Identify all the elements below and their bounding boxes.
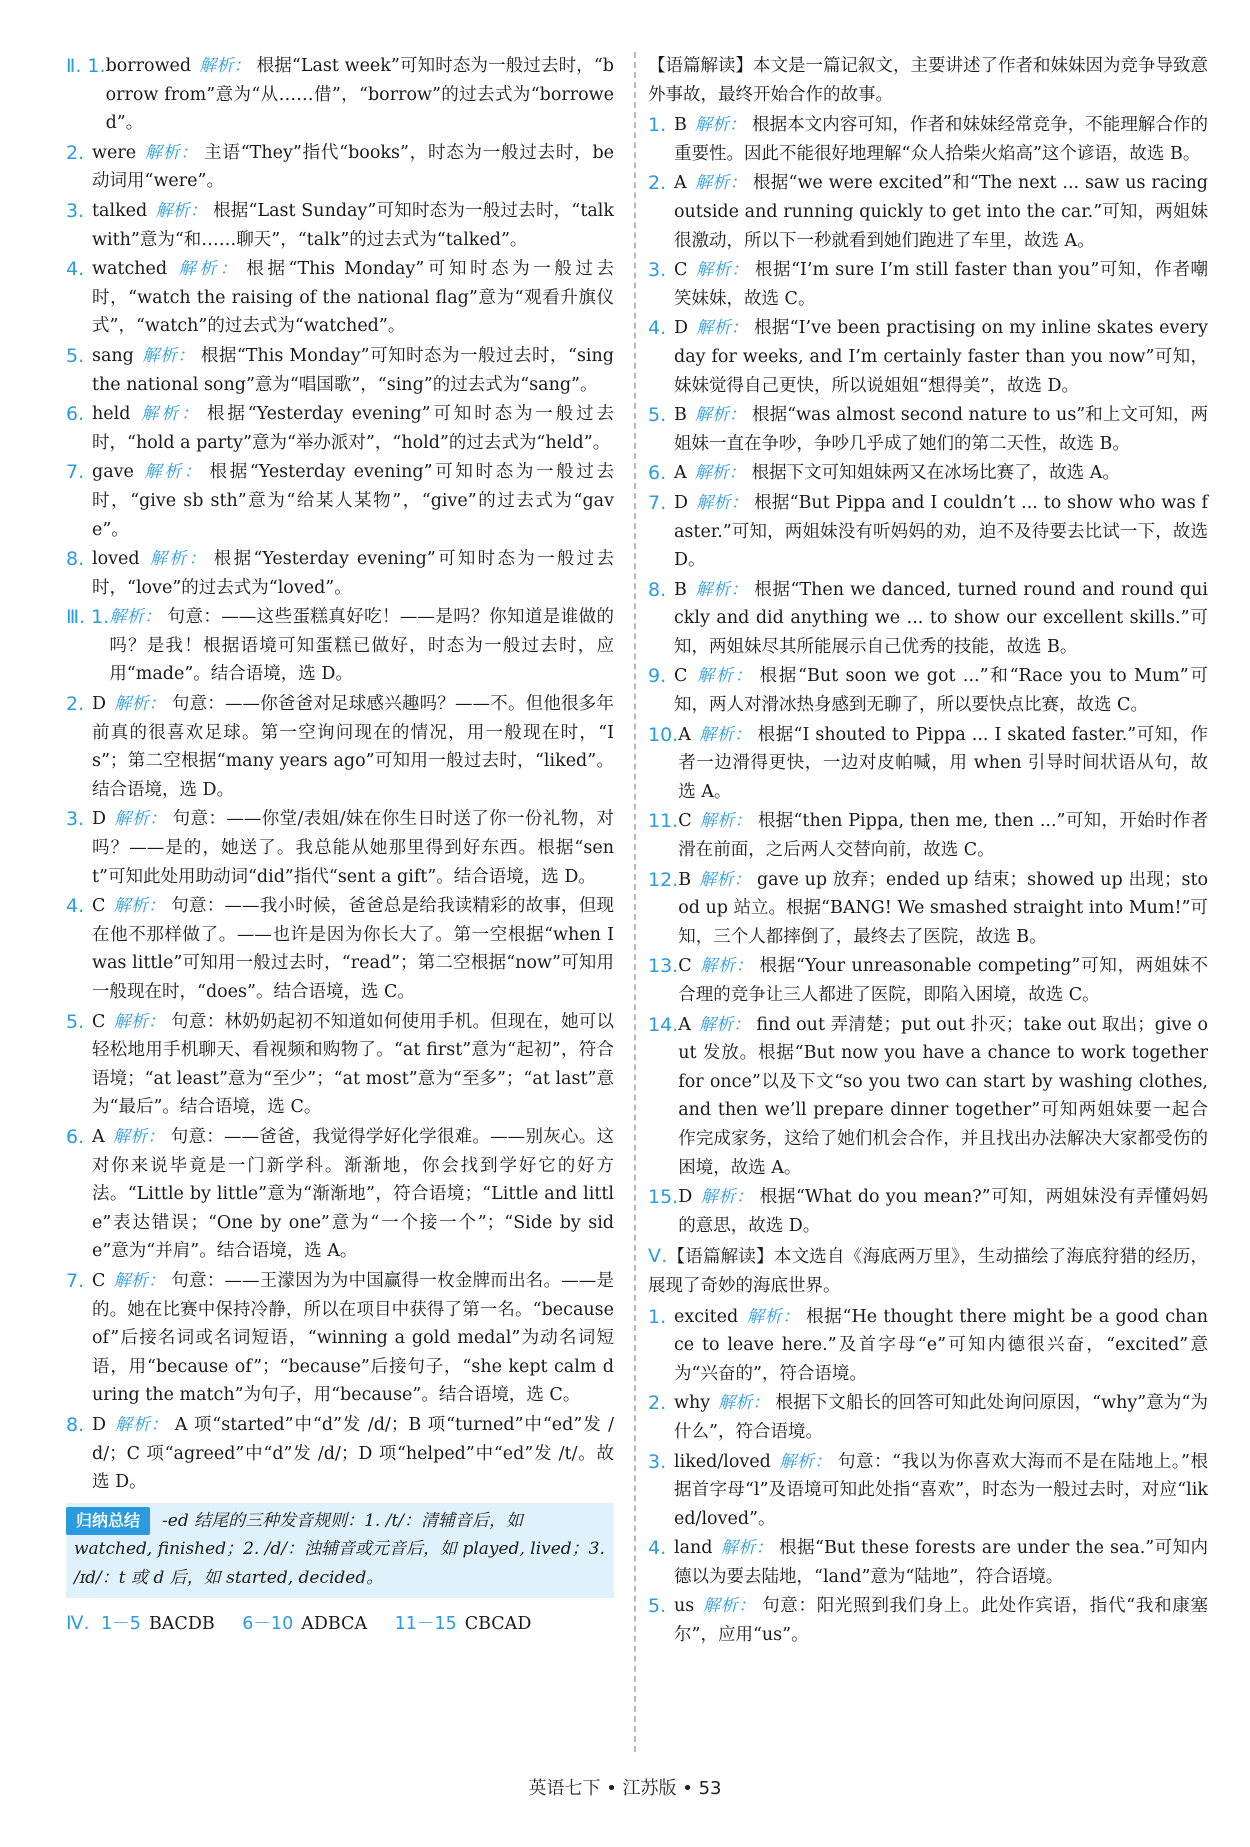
answer-item (648, 576, 1208, 662)
passage-intro (648, 52, 1208, 109)
answer-item (648, 1448, 1208, 1534)
analysis-tag: 解析： (144, 142, 199, 163)
item-body (92, 1267, 614, 1410)
item-body (92, 197, 614, 254)
item-number: 6. (66, 1125, 85, 1148)
answer-item (66, 52, 614, 138)
analysis-text: 句意：“我以为你喜欢大海而不是在陆地上。”根据首字母“l”及语境可知此处指“喜欢”，时态为一般过去时，对应“liked/loved”。 (674, 1451, 1208, 1529)
item-answer: D (92, 1414, 107, 1435)
item-body (674, 1592, 1208, 1649)
summary-badge: 归纳总结 (66, 1507, 150, 1536)
item-number: 13. (648, 955, 679, 978)
item-body (674, 314, 1208, 400)
analysis-text: 根据“then Pippa, then me, then ...”可知，开始时作者滑在前面，之后两人交替向前，故选 C。 (678, 811, 1208, 861)
analysis-tag: 解析： (155, 200, 208, 221)
item-number: 9. (648, 665, 667, 688)
item-answer: sang (92, 345, 134, 366)
item-answer: B (674, 579, 687, 600)
analysis-text: 根据“But Pippa and I couldn’t ... to show who was faster.”可知，两姐妹没有听妈妈的劝，迫不及待要去比试一下，故选 D。 (674, 492, 1208, 571)
item-body (674, 1534, 1208, 1591)
item-body (674, 489, 1208, 575)
answer-item (66, 1267, 614, 1410)
item-answer: A (674, 463, 687, 484)
analysis-tag: 解析： (694, 173, 747, 194)
item-number: 11. (648, 810, 679, 833)
analysis-text: 根据“I’ve been practising on my inline skates every day for weeks, and I’m certainly faster than you now”可知，妹妹觉得自己更快，所以说姐姐“想得美”，故选 D。 (674, 318, 1208, 396)
analysis-tag: 解析： (199, 56, 251, 76)
analysis-tag: 解析： (696, 318, 749, 339)
analysis-text: 根据“we were excited”和“The next ... saw us racing outside and running quickly to get into the car.”可知，两姐妹很激动，所以下一秒就看到她们跑进了车里，故选 A。 (674, 173, 1209, 251)
answer-item (66, 400, 614, 457)
analysis-text: 根据本文内容可知，作者和妹妹经常竞争，不能理解合作的重要性。因此不能很好地理解“众人拾柴火焰高”这个谚语，故选 B。 (674, 115, 1208, 164)
item-body (674, 111, 1208, 168)
item-number: 5. (66, 344, 85, 367)
answer-range: 11－15 (394, 1614, 457, 1635)
section-3 (66, 603, 614, 1496)
answer-item (648, 489, 1208, 575)
item-answer: loved (92, 549, 140, 570)
analysis-tag: 解析： (699, 811, 752, 832)
item-answer: D (92, 809, 107, 830)
item-number: 3. (648, 1450, 667, 1473)
analysis-tag: 解析： (700, 1187, 754, 1208)
item-number: 4. (648, 317, 667, 340)
answer-range: 6－10 (242, 1614, 294, 1635)
analysis-tag: 解析： (720, 1538, 774, 1559)
item-answer: B (674, 115, 687, 136)
answer-item (66, 892, 614, 1006)
item-answer: A (674, 173, 687, 194)
item-body (674, 256, 1208, 313)
item-number: 8. (648, 578, 667, 601)
analysis-tag: 解析： (695, 260, 749, 281)
analysis-text: 句意：——我小时候，爸爸总是给我读精彩的故事，但现在他不那样做了。——也许是因为你长大了。第一空根据“when I was little”可知用一般过去时，“read”；第二空根据“now”可知用一般现在时，“does”。结合语境，选 C。 (92, 896, 614, 1002)
section-5-number: Ⅴ. (648, 1245, 668, 1268)
item-answer: D (678, 1187, 693, 1208)
right-column (648, 52, 1208, 1651)
analysis-text: 句意：——爸爸，我觉得学好化学很难。——别灰心。这对你来说毕竟是一门新学科。渐渐地，你会找到学好它的好方法。“Little by little”意为“渐渐地”，符合语境；“Little and little”表达错误；“One by one”意为“一个接一个”；“Side by side”意为“并肩”。结合语境，选 A。 (92, 1126, 615, 1262)
item-number: 5. (648, 1595, 667, 1618)
summary-box (66, 1503, 614, 1599)
item-body (674, 576, 1208, 662)
item-answer: gave (92, 462, 134, 483)
item-number: 3. (66, 808, 85, 831)
analysis-text: find out 弄清楚；put out 扑灭；take out 取出；give out 发放。根据“But now you have a chance to work together for once”以及下文“so you two can start by washing clothes, and then we’ll prepare dinner together”可知两姐妹要一起合作完成家务，这给了她们机会合作，并且找出办法解决大家都受伤的困境，故选 A。 (678, 1014, 1208, 1178)
analysis-tag: 解析： (175, 259, 241, 280)
analysis-tag: 解析： (114, 1414, 169, 1435)
answer-item (648, 1592, 1208, 1649)
item-answer: held (92, 404, 131, 425)
section-5-intro (648, 1242, 1208, 1300)
item-body (92, 1123, 614, 1266)
item-answer: D (674, 318, 689, 339)
analysis-tag: 解析： (698, 724, 752, 745)
answer-item (648, 1183, 1208, 1240)
analysis-text: 根据“Yesterday evening”可知时态为一般过去时，“love”的过去式为“loved”。 (92, 549, 614, 598)
item-body (678, 1011, 1208, 1183)
analysis-tag: 解析： (694, 405, 747, 426)
answer-item (66, 805, 614, 891)
analysis-text: 根据“Your unreasonable competing”可知，两姐妹不合理的竞争让三人都进了医院，即陷入困境，故选 C。 (678, 956, 1209, 1005)
answer-item (66, 139, 614, 196)
section-4-number: Ⅳ. (66, 1612, 90, 1635)
analysis-tag: 解析： (778, 1451, 832, 1472)
answer-item (66, 1008, 614, 1122)
item-answer: A (678, 724, 691, 745)
item-body (674, 169, 1208, 255)
item-answer: C (92, 896, 106, 917)
item-number: 8. (66, 1413, 85, 1436)
analysis-text: 根据“Last Sunday”可知时态为一般过去时，“talk with”意为“和……聊天”，“talk”的过去式为“talked”。 (92, 200, 614, 250)
item-number: 1. (648, 114, 667, 137)
item-body (92, 400, 614, 457)
item-answer: talked (92, 200, 148, 221)
item-answer: C (678, 811, 692, 832)
item-answer: C (92, 1270, 106, 1291)
item-answer: excited (674, 1306, 739, 1327)
analysis-tag: 解析： (141, 462, 204, 483)
item-body (92, 1008, 614, 1122)
section-5-intro-text: 本文选自《海底两万里》，生动描绘了海底狩猎的经历，展现了奇妙的海底世界。 (648, 1247, 1208, 1296)
item-number: 4. (648, 1537, 667, 1560)
analysis-tag: 解析： (695, 666, 754, 687)
analysis-text: 根据“This Monday”可知时态为一般过去时，“watch the raising of the national flag”意为“观看升旗仪式”，“watch”的过去式为“watched”。 (92, 259, 614, 337)
answer-letters: BACDB (148, 1614, 215, 1635)
analysis-text: 根据“was almost second nature to us”和上文可知，两姐妹一直在争吵，争吵几乎成了她们的第二天性，故选 B。 (674, 405, 1208, 454)
analysis-text: 根据“Yesterday evening”可知时态为一般过去时，“hold a party”意为“举办派对”，“hold”的过去式为“held”。 (92, 404, 615, 453)
answer-item (648, 866, 1208, 952)
item-number: 5. (648, 404, 667, 427)
answer-item (648, 1389, 1208, 1446)
item-number: Ⅲ. 1. (66, 606, 110, 629)
analysis-text: 根据“But soon we got ...”和“Race you to Mum”可知，两人对滑冰热身感到无聊了，所以要快点比赛，故选 C。 (674, 666, 1208, 716)
analysis-text: 句意：——王濛因为为中国赢得一枚金牌而出名。——是的。她在比赛中保持冷静，所以在项目中获得了第一名。“because of”后接名词或名词短语，“winning a gold medal”为动名词短语，用“because of”；“because”后接句子，“she kept calm during the match”为句子，用“because”。结合语境，选 C。 (92, 1270, 615, 1406)
item-number: 2. (648, 172, 667, 195)
analysis-text: 句意：——你爸爸对足球感兴趣吗？——不。但他很多年前真的很喜欢足球。第一空询问现在的情况，用一般现在时，“Is”；第二空根据“many years ago”可知用一般过去时，“liked”。结合语境，选 D。 (92, 694, 615, 800)
answer-item (648, 1011, 1208, 1183)
analysis-tag: 解析： (138, 404, 201, 425)
answer-item (648, 1534, 1208, 1591)
analysis-text: 根据“Then we danced, turned round and round quickly and did anything we ... to show our excellent skills.”可知，两姐妹尽其所能展示自己优秀的技能，故选 B。 (674, 579, 1209, 657)
item-answer: C (92, 1011, 106, 1032)
item-number: 2. (66, 141, 85, 164)
analysis-text: 根据下文船长的回答可知此处询问原因，“why”意为“为什么”，符合语境。 (674, 1393, 1208, 1442)
section-5-answers (648, 1303, 1208, 1650)
analysis-tag: 解析： (113, 1270, 166, 1291)
answer-group (101, 1614, 215, 1634)
analysis-tag: 解析： (113, 896, 166, 917)
item-body (106, 52, 614, 138)
answer-item (648, 314, 1208, 400)
analysis-text: 句意：——你堂/表姐/妹在你生日时送了你一份礼物，对吗？——是的，她送了。我总能从她那里得到好东西。根据“sent”可知此处用助动词“did”指代“sent a gift”。结合语境，选 D。 (92, 809, 615, 887)
answer-item (66, 690, 614, 804)
item-answer: watched (92, 259, 168, 280)
item-number: 7. (648, 491, 667, 514)
analysis-tag: 解析： (718, 1393, 770, 1414)
item-body (674, 1448, 1208, 1534)
item-body (674, 401, 1208, 458)
item-body (92, 545, 614, 602)
item-body (678, 866, 1208, 952)
answer-item (66, 255, 614, 341)
analysis-tag: 解析： (112, 1126, 165, 1147)
analysis-text: 根据“I’m sure I’m still faster than you”可知，作者嘲笑妹妹，故选 C。 (674, 260, 1208, 309)
analysis-text: 根据“Yesterday evening”可知时态为一般过去时，“give sb sth”意为“给某人某物”，“give”的过去式为“gave”。 (92, 462, 614, 540)
answer-letters: ADBCA (301, 1614, 368, 1635)
item-answer: liked/loved (674, 1451, 771, 1472)
answer-item (648, 401, 1208, 458)
item-body (92, 690, 614, 804)
intro-text: 本文是一篇记叙文，主要讲述了作者和妹妹因为竞争导致意外事故，最终开始合作的故事。 (648, 56, 1208, 105)
analysis-tag: 解析： (114, 694, 166, 715)
analysis-tag: 解析： (114, 809, 167, 830)
item-body (678, 721, 1208, 807)
analysis-tag: 解析： (698, 1014, 751, 1035)
item-number: 3. (66, 199, 85, 222)
answer-item (648, 111, 1208, 168)
item-number: Ⅱ. 1. (66, 55, 106, 77)
analysis-tag: 解析： (699, 869, 751, 890)
section-2 (66, 52, 614, 602)
item-number: 6. (66, 403, 85, 426)
item-body (674, 459, 1208, 488)
analysis-text: 句意：——这些蛋糕真好吃！——是吗？你知道是谁做的吗？是我！根据语境可知蛋糕已做好，时态为一般过去时，应用“made”。结合语境，选 D。 (109, 607, 615, 685)
analysis-text: 根据“He thought there might be a good chance to leave here.”及首字母“e”可知内德很兴奋，“excited”意为“兴奋的”，符合语境。 (674, 1306, 1208, 1384)
answer-item (66, 458, 614, 544)
analysis-text: 句意：林奶奶起初不知道如何使用手机。但现在，她可以轻松地用手机聊天、看视频和购物了。“at first”意为“起初”，符合语境；“at least”意为“至少”；“at most”意为“至多”；“at last”意为“最后”。结合语境，选 C。 (92, 1011, 615, 1118)
answer-item (66, 342, 614, 399)
item-number: 12. (648, 868, 679, 891)
item-number: 4. (66, 895, 85, 918)
answer-item (66, 197, 614, 254)
analysis-text: 根据“What do you mean?”可知，两姐妹没有弄懂妈妈的意思，故选 D。 (678, 1187, 1209, 1236)
answer-item (648, 459, 1208, 488)
answer-item (648, 1303, 1208, 1389)
item-body (674, 662, 1208, 719)
page-footer: 英语七下 • 江苏版 • 53 (528, 1778, 722, 1799)
analysis-tag: 解析： (702, 1596, 757, 1617)
item-number: 7. (66, 461, 85, 484)
item-answer: land (674, 1538, 713, 1559)
cloze-answers (648, 111, 1208, 1240)
item-body (92, 139, 614, 196)
item-number: 10. (648, 723, 679, 746)
item-body (674, 1303, 1208, 1389)
answer-group (242, 1614, 367, 1634)
analysis-text: 根据下文可知姐妹两又在冰场比赛了，故选 A。 (751, 463, 1120, 484)
item-body (678, 1183, 1208, 1240)
item-number: 15. (648, 1186, 679, 1209)
item-answer: B (678, 869, 692, 890)
item-body (678, 952, 1208, 1009)
answer-item (66, 545, 614, 602)
item-body (109, 603, 614, 689)
column-divider (634, 52, 636, 1752)
item-answer: C (674, 260, 688, 281)
item-answer: A (678, 1014, 691, 1035)
answer-item (66, 603, 614, 689)
answer-item (648, 256, 1208, 313)
item-body (92, 255, 614, 341)
item-answer: borrowed (105, 56, 192, 76)
analysis-tag: 解析： (109, 607, 162, 628)
answer-group (395, 1614, 532, 1634)
analysis-tag: 解析： (141, 345, 195, 366)
item-answer: C (674, 666, 688, 687)
analysis-tag: 解析： (147, 549, 208, 570)
analysis-text: gave up 放弃；ended up 结束；showed up 出现；stood up 站立。根据“BANG! We smashed straight into Mum!”可知，三个人都摔倒了，最终去了医院，故选 B。 (678, 869, 1209, 947)
item-answer: C (678, 956, 692, 977)
item-number: 5. (66, 1010, 85, 1033)
item-number: 2. (66, 693, 85, 716)
item-number: 8. (66, 548, 85, 571)
item-number: 6. (648, 462, 667, 485)
answer-item (648, 721, 1208, 807)
item-body (92, 892, 614, 1006)
analysis-text: 根据“But these forests are under the sea.”可知内德以为要去陆地，“land”意为“陆地”，符合语境。 (674, 1538, 1208, 1587)
answer-item (648, 807, 1208, 864)
item-body (92, 1411, 614, 1497)
analysis-text: 根据“Last week”可知时态为一般过去时，“borrow from”意为“从……借”，“borrow”的过去式为“borrowed”。 (105, 56, 615, 134)
analysis-tag: 解析： (694, 463, 746, 484)
item-body (92, 805, 614, 891)
analysis-tag: 解析： (696, 492, 749, 513)
item-answer: us (674, 1596, 695, 1617)
item-answer: B (674, 405, 687, 426)
intro-label: 【语篇解读】 (648, 56, 753, 76)
answer-item (66, 1411, 614, 1497)
item-body (92, 342, 614, 399)
section-4-answers (66, 1608, 614, 1639)
analysis-text: 根据“This Monday”可知时态为一般过去时，“sing the national song”意为“唱国歌”，“sing”的过去式为“sang”。 (92, 345, 614, 395)
item-number: 1. (648, 1305, 667, 1328)
answer-letters: CBCAD (464, 1614, 532, 1635)
answer-item (66, 1123, 614, 1266)
analysis-tag: 解析： (746, 1306, 801, 1327)
item-body (92, 458, 614, 544)
analysis-text: 根据“I shouted to Pippa ... I skated faster.”可知，作者一边滑得更快，一边对皮帕喊，用 when 引导时间状语从句，故选 A。 (678, 724, 1209, 802)
analysis-tag: 解析： (113, 1011, 166, 1032)
item-answer: why (674, 1393, 711, 1414)
item-body (674, 1389, 1208, 1446)
analysis-tag: 解析： (694, 579, 749, 600)
item-answer: D (92, 694, 107, 715)
item-answer: A (92, 1126, 105, 1147)
answer-item (648, 952, 1208, 1009)
analysis-text: 句意：阳光照到我们身上。此处作宾语，指代“我和康塞尔”，应用“us”。 (674, 1596, 1208, 1646)
left-column (66, 52, 614, 1639)
analysis-text: A 项“started”中“d”发 /d/；B 项“turned”中“ed”发 /d/；C 项“agreed”中“d”发 /d/；D 项“helped”中“ed”发 /t/。故选 D。 (92, 1414, 614, 1493)
analysis-tag: 解析： (694, 115, 747, 136)
analysis-text: 主语“They”指代“books”，时态为一般过去时，be 动词用“were”。 (92, 142, 614, 192)
analysis-tag: 解析： (699, 956, 754, 977)
answer-item (648, 662, 1208, 719)
item-number: 14. (648, 1013, 679, 1036)
summary-text: -ed 结尾的三种发音规则：1. /t/：清辅音后，如 watched, finished；2. /d/：浊辅音或元音后，如 played, lived；3. /ɪd/：t 或 d 后，如 started, decided。 (74, 1510, 605, 1588)
item-number: 4. (66, 258, 85, 281)
item-number: 2. (648, 1392, 667, 1415)
item-answer: D (674, 492, 689, 513)
item-answer: were (92, 142, 137, 163)
section-5-label: 【语篇解读】 (667, 1247, 774, 1268)
item-body (678, 807, 1208, 864)
item-number: 7. (66, 1269, 85, 1292)
answer-range: 1－5 (101, 1614, 141, 1635)
answer-item (648, 169, 1208, 255)
item-number: 3. (648, 259, 667, 282)
